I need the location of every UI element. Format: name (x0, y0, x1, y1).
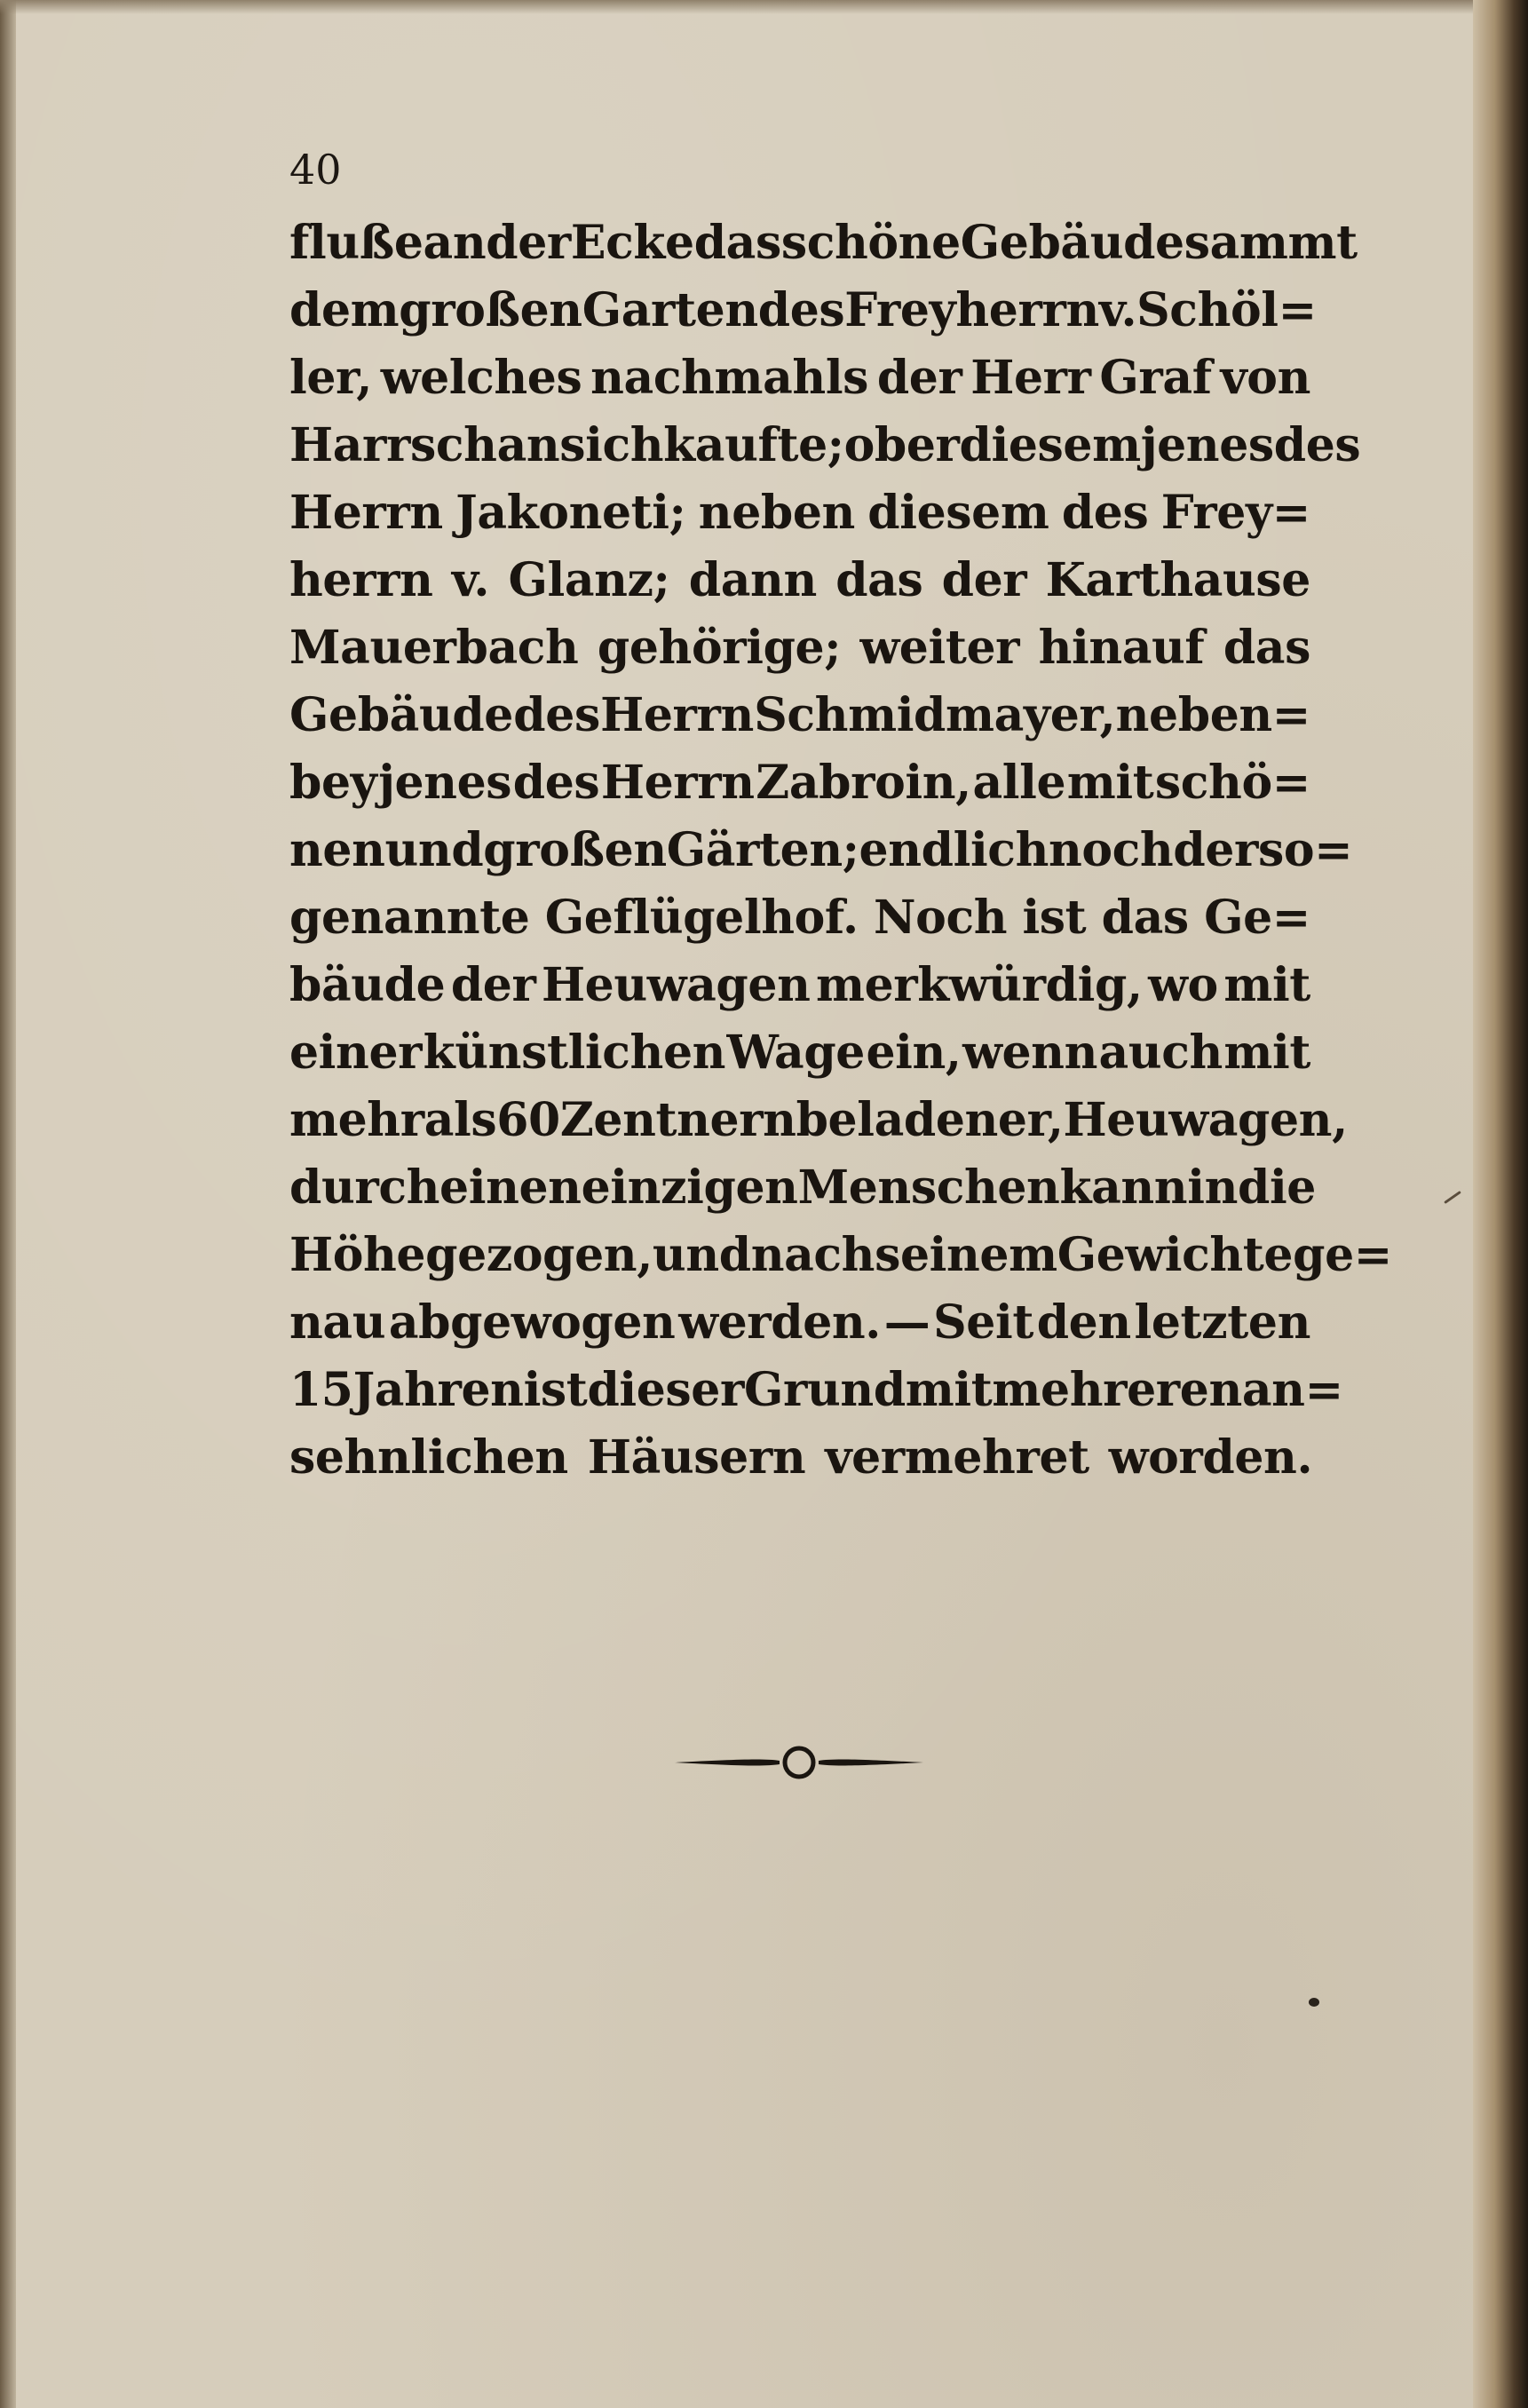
ink-speck (1309, 1998, 1319, 2007)
word: — (883, 1295, 930, 1350)
word: mit (905, 1363, 993, 1417)
text-line (289, 1154, 1316, 1222)
text-line (289, 479, 1310, 547)
text-line (289, 1019, 1310, 1087)
word: der (450, 958, 536, 1012)
text-line (289, 817, 1353, 884)
word: Glanz; (508, 553, 670, 607)
word: einen (439, 1160, 582, 1215)
word: Mauerbach (289, 621, 579, 675)
word: der (1173, 823, 1258, 877)
word: Noch (874, 891, 1008, 945)
page-number: 40 (289, 146, 342, 194)
word: die (1237, 1160, 1316, 1215)
word: Garten (582, 283, 758, 337)
word: mit (1066, 756, 1154, 810)
word: das (1223, 621, 1310, 675)
word: großen (399, 283, 582, 337)
word: welches (380, 351, 582, 405)
word: v. (1098, 283, 1137, 337)
word: sehnlichen (289, 1430, 568, 1485)
word: an (423, 216, 487, 270)
word: sammt (1184, 216, 1358, 270)
word: dem (289, 283, 400, 337)
word: ein, (866, 1026, 962, 1080)
word: werden. (678, 1295, 882, 1350)
word: weiter (859, 621, 1020, 675)
word: abgewogen (388, 1295, 676, 1350)
word: Geflügelhof. (544, 891, 859, 945)
text-line (289, 547, 1310, 614)
word: auch (1098, 1026, 1223, 1080)
word: an (496, 418, 560, 472)
word: worden. (1108, 1430, 1313, 1485)
word: schö= (1154, 756, 1310, 810)
word: den (1036, 1295, 1131, 1350)
word: gehörige; (597, 621, 842, 675)
word: Zentnern (559, 1093, 796, 1147)
text-line (289, 1424, 1313, 1492)
word: wo (1148, 958, 1218, 1012)
text-line (289, 1289, 1310, 1357)
page-left-edge (0, 0, 16, 2408)
ornament-rule (675, 1740, 923, 1785)
word: letzten (1134, 1295, 1310, 1350)
word: durch (289, 1160, 440, 1215)
text-line (289, 884, 1310, 952)
word: des (1273, 418, 1361, 472)
word: jenes (1140, 418, 1274, 472)
text-line (289, 1357, 1343, 1424)
word: Heuwagen (541, 958, 811, 1012)
word: einzigen (581, 1160, 798, 1215)
word: diesem (867, 486, 1049, 540)
word: merkwürdig, (815, 958, 1143, 1012)
text-line (289, 412, 1361, 479)
word: ist (523, 1363, 588, 1417)
word: neben= (1115, 688, 1310, 742)
word: Karthause (1045, 553, 1310, 607)
word: Herrn (600, 756, 755, 810)
text-line (289, 277, 1317, 345)
word: sich (559, 418, 664, 472)
word: Gärten; (666, 823, 859, 877)
word: Freyherrn (844, 283, 1099, 337)
word: vermehret (825, 1430, 1089, 1485)
word: der (876, 351, 962, 405)
word: herrn (289, 553, 433, 607)
word: Heuwagen, (1063, 1093, 1348, 1147)
body-text (289, 210, 1392, 1492)
word: mehr (289, 1093, 424, 1147)
word: Jakoneti; (455, 486, 686, 540)
word: kaufte; (663, 418, 844, 472)
text-line (289, 1222, 1392, 1289)
word: diesem (959, 418, 1141, 472)
word: das (835, 553, 923, 607)
word: bäude (289, 958, 446, 1012)
word: Gebäude (960, 216, 1184, 270)
word: ober (843, 418, 960, 472)
word: beladener, (796, 1093, 1064, 1147)
word: Schöl= (1136, 283, 1317, 337)
word: wenn (962, 1026, 1097, 1080)
word: gezogen, (425, 1228, 653, 1282)
word: genannte (289, 891, 530, 945)
word: mit (1223, 1026, 1310, 1080)
word: alle (972, 756, 1066, 810)
word: Seit (933, 1295, 1033, 1350)
text-line (289, 614, 1310, 682)
word: bey (289, 756, 377, 810)
word: mehreren (992, 1363, 1242, 1417)
word: Menschen (797, 1160, 1060, 1215)
word: v. (451, 553, 490, 607)
word: an= (1241, 1363, 1343, 1417)
word: Zabroin, (756, 756, 971, 810)
word: nach (750, 1228, 875, 1282)
word: Herr (970, 351, 1091, 405)
word: Gebäude (289, 688, 513, 742)
word: kann (1059, 1160, 1188, 1215)
word: Grund (744, 1363, 906, 1417)
text-line (289, 210, 1358, 277)
word: Wage (726, 1026, 865, 1080)
word: so= (1257, 823, 1353, 877)
word: Gewichte (1057, 1228, 1294, 1282)
word: Häusern (587, 1430, 806, 1485)
word: als (424, 1093, 497, 1147)
word: endlich (859, 823, 1049, 877)
word: in (1187, 1160, 1238, 1215)
word: das (1101, 891, 1189, 945)
word: des (513, 688, 600, 742)
word: hinauf (1038, 621, 1205, 675)
word: ist (1022, 891, 1087, 945)
word: jenes (378, 756, 512, 810)
page-right-edge (1473, 0, 1528, 2408)
word: Schmidmayer, (754, 688, 1116, 742)
word: nau (289, 1295, 386, 1350)
word: und (384, 823, 484, 877)
page-top-edge (0, 0, 1528, 14)
word: 60 (496, 1093, 560, 1147)
word: neben (698, 486, 855, 540)
text-line (289, 1087, 1348, 1154)
word: Höhe (289, 1228, 426, 1282)
word: dann (688, 553, 817, 607)
word: Ecke (570, 216, 694, 270)
word: mit (1223, 958, 1310, 1012)
word: Frey= (1160, 486, 1310, 540)
word: fluße (289, 216, 424, 270)
text-line (289, 345, 1310, 412)
word: nachmahls (590, 351, 869, 405)
word: großen (483, 823, 667, 877)
word: Graf (1099, 351, 1212, 405)
word: nen (289, 823, 385, 877)
word: und (652, 1228, 751, 1282)
word: des (757, 283, 845, 337)
word: der (941, 553, 1027, 607)
word: seinem (875, 1228, 1057, 1282)
word: des (512, 756, 600, 810)
word: des (1061, 486, 1149, 540)
text-line (289, 682, 1310, 749)
word: Jahren (352, 1363, 524, 1417)
word: ge= (1293, 1228, 1392, 1282)
word: Herrn (600, 688, 754, 742)
text-line (289, 749, 1310, 817)
word: Ge= (1204, 891, 1310, 945)
word: noch (1048, 823, 1174, 877)
text-line (289, 952, 1310, 1019)
word: schöne (780, 216, 961, 270)
word: ler, (289, 351, 372, 405)
word: Herrn (289, 486, 443, 540)
word: einer (289, 1026, 423, 1080)
word: 15 (289, 1363, 353, 1417)
word: das (693, 216, 781, 270)
word: künstlichen (423, 1026, 726, 1080)
word: der (486, 216, 571, 270)
word: Harrsch (289, 418, 497, 472)
ink-speck (1444, 1191, 1461, 1204)
word: von (1220, 351, 1310, 405)
word: dieser (587, 1363, 744, 1417)
